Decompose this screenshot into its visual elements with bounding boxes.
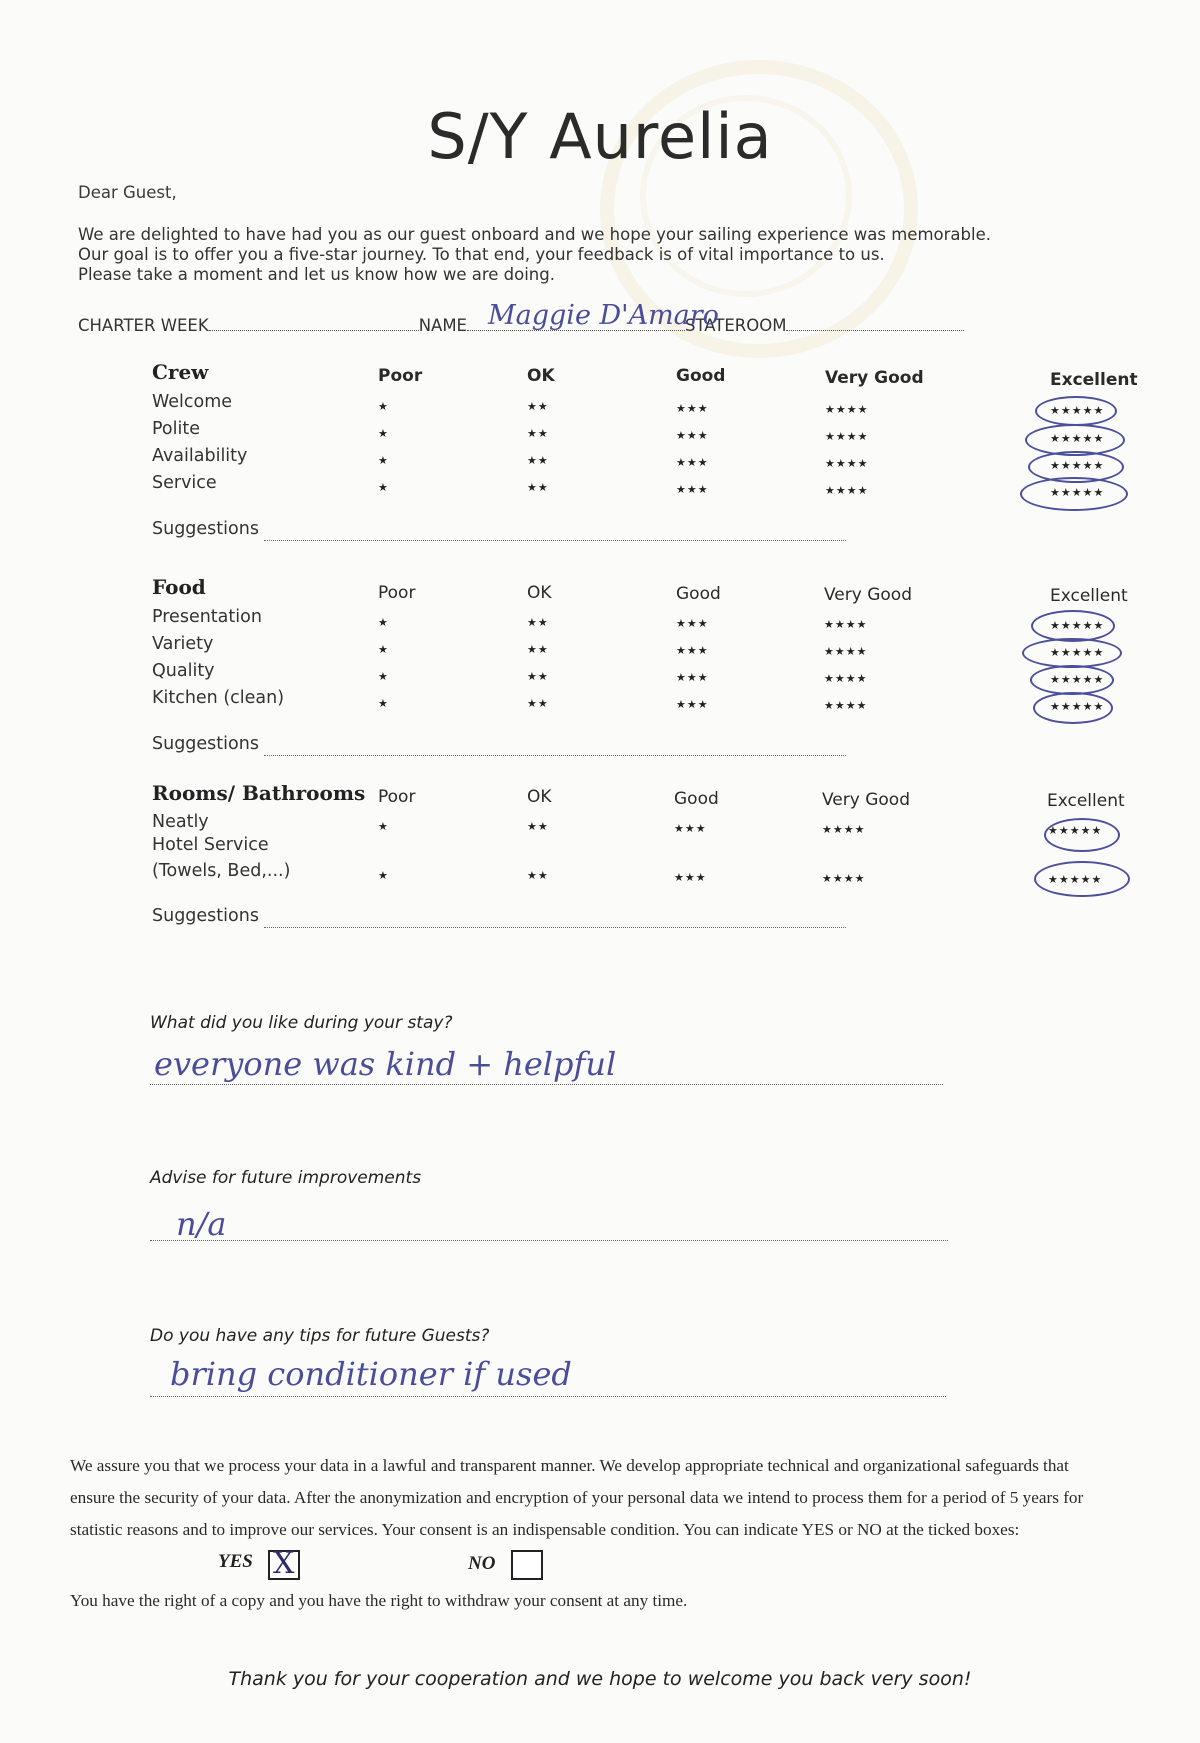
- star-1[interactable]: ★: [378, 820, 389, 833]
- star-1[interactable]: ★: [378, 400, 389, 413]
- star-2[interactable]: ★★: [527, 869, 549, 882]
- rating-circle: [1044, 818, 1120, 852]
- star-1[interactable]: ★: [378, 481, 389, 494]
- star-3[interactable]: ★★★: [674, 871, 707, 884]
- star-1[interactable]: ★: [378, 643, 389, 656]
- star-5[interactable]: ★★★★★: [1050, 700, 1105, 713]
- star-3[interactable]: ★★★: [676, 456, 709, 469]
- no-label: NO: [468, 1553, 496, 1574]
- col-very-good: Very Good: [822, 790, 910, 810]
- star-3[interactable]: ★★★: [676, 429, 709, 442]
- rating-circle: [1034, 861, 1130, 897]
- col-poor: Poor: [378, 366, 423, 386]
- item-hotel-service: Hotel Service: [152, 835, 269, 855]
- star-1[interactable]: ★: [378, 454, 389, 467]
- stateroom-label: STATEROOM: [684, 316, 787, 335]
- star-3[interactable]: ★★★: [676, 483, 709, 496]
- star-1[interactable]: ★: [378, 670, 389, 683]
- star-3[interactable]: ★★★: [674, 822, 707, 835]
- rating-circle: [1020, 477, 1128, 511]
- crew-suggestions-field[interactable]: [264, 526, 846, 541]
- star-5[interactable]: ★★★★★: [1050, 459, 1105, 472]
- star-5[interactable]: ★★★★★: [1050, 404, 1105, 417]
- consent-line: We assure you that we process your data in a lawful and transparent manner. We develop appropriate technical and organizational safeguards that: [70, 1456, 1069, 1475]
- col-ok: OK: [527, 787, 552, 807]
- yes-checkbox[interactable]: [268, 1546, 300, 1581]
- star-4[interactable]: ★★★★: [825, 484, 869, 497]
- star-4[interactable]: ★★★★: [825, 430, 869, 443]
- col-good: Good: [674, 789, 719, 809]
- intro-line: We are delighted to have had you as our guest onboard and we hope your sailing experience was memorable.: [78, 225, 991, 244]
- col-good: Good: [676, 584, 721, 604]
- closing-message: Thank you for your cooperation and we hope to welcome you back very soon!: [228, 1668, 972, 1690]
- star-3[interactable]: ★★★: [676, 698, 709, 711]
- star-5[interactable]: ★★★★★: [1048, 873, 1103, 886]
- star-4[interactable]: ★★★★: [824, 645, 868, 658]
- star-5[interactable]: ★★★★★: [1048, 824, 1103, 837]
- star-2[interactable]: ★★: [527, 427, 549, 440]
- charter-week-label: CHARTER WEEK: [78, 316, 209, 335]
- question-improvements: Advise for future improvements: [150, 1168, 422, 1188]
- star-2[interactable]: ★★: [527, 616, 549, 629]
- answer-liked-handwritten: everyone was kind + helpful: [154, 1045, 617, 1083]
- form-title: S/Y Aurelia: [427, 100, 773, 173]
- consent-paragraph: [70, 1450, 1200, 1546]
- rating-circle: [1022, 638, 1122, 668]
- question-liked: What did you like during your stay?: [150, 1013, 453, 1033]
- col-very-good: Very Good: [824, 585, 912, 605]
- star-1[interactable]: ★: [378, 616, 389, 629]
- star-3[interactable]: ★★★: [676, 671, 709, 684]
- rating-circle: [1035, 396, 1117, 426]
- stateroom-field[interactable]: [786, 316, 964, 331]
- star-5[interactable]: ★★★★★: [1050, 619, 1105, 632]
- yes-check-mark: X: [273, 1546, 295, 1581]
- rights-paragraph: [70, 1585, 1200, 1617]
- item-welcome: Welcome: [152, 392, 233, 412]
- section-title-crew: Crew: [152, 360, 209, 384]
- star-2[interactable]: ★★: [527, 454, 549, 467]
- greeting: Dear Guest,: [78, 183, 177, 202]
- star-1[interactable]: ★: [378, 697, 389, 710]
- star-4[interactable]: ★★★★: [825, 403, 869, 416]
- rating-circle: [1033, 692, 1113, 724]
- col-very-good: Very Good: [825, 368, 924, 388]
- section-title-rooms-bathrooms: Rooms/ Bathrooms: [152, 781, 366, 805]
- item-presentation: Presentation: [152, 607, 262, 627]
- name-handwritten: Maggie D'Amaro: [488, 300, 719, 331]
- section-title-food: Food: [152, 575, 206, 599]
- rooms-suggestions-label: Suggestions: [152, 906, 259, 926]
- item-polite: Polite: [152, 419, 200, 439]
- star-2[interactable]: ★★: [527, 820, 549, 833]
- item-neatly: Neatly: [152, 812, 209, 832]
- crew-suggestions-label: Suggestions: [152, 519, 259, 539]
- star-1[interactable]: ★: [378, 869, 389, 882]
- charter-week-field[interactable]: [209, 316, 419, 331]
- star-4[interactable]: ★★★★: [824, 672, 868, 685]
- star-2[interactable]: ★★: [527, 400, 549, 413]
- rating-circle: [1030, 665, 1114, 695]
- star-5[interactable]: ★★★★★: [1050, 646, 1105, 659]
- star-4[interactable]: ★★★★: [822, 872, 866, 885]
- star-2[interactable]: ★★: [527, 643, 549, 656]
- item-variety: Variety: [152, 634, 214, 654]
- col-excellent: Excellent: [1047, 791, 1125, 811]
- star-5[interactable]: ★★★★★: [1050, 432, 1105, 445]
- star-3[interactable]: ★★★: [676, 617, 709, 630]
- intro-line: Please take a moment and let us know how we are doing.: [78, 265, 555, 284]
- star-4[interactable]: ★★★★: [825, 457, 869, 470]
- no-checkbox[interactable]: [511, 1550, 543, 1580]
- item-quality: Quality: [152, 661, 215, 681]
- food-suggestions-label: Suggestions: [152, 734, 259, 754]
- star-2[interactable]: ★★: [527, 481, 549, 494]
- star-4[interactable]: ★★★★: [824, 699, 868, 712]
- rights-line: You have the right of a copy and you have the right to withdraw your consent at any time.: [70, 1591, 688, 1610]
- food-suggestions-field[interactable]: [264, 741, 846, 756]
- col-ok: OK: [527, 366, 555, 386]
- rooms-suggestions-field[interactable]: [264, 913, 846, 928]
- star-4[interactable]: ★★★★: [822, 823, 866, 836]
- consent-line: statistic reasons and to improve our services. Your consent is an indispensable condition. You can indicate YES or NO at the ticked boxes:: [70, 1520, 1020, 1539]
- col-poor: Poor: [378, 787, 416, 807]
- col-ok: OK: [527, 583, 552, 603]
- question-tips: Do you have any tips for future Guests?: [150, 1326, 490, 1346]
- star-2[interactable]: ★★: [527, 670, 549, 683]
- answer-improvements-field[interactable]: [150, 1226, 948, 1241]
- intro-line: Our goal is to offer you a five-star journey. To that end, your feedback is of vital importance to us.: [78, 245, 885, 264]
- col-good: Good: [676, 366, 726, 386]
- yes-label: YES: [218, 1551, 253, 1572]
- col-excellent: Excellent: [1050, 370, 1138, 390]
- star-2[interactable]: ★★: [527, 697, 549, 710]
- item-service: Service: [152, 473, 217, 493]
- star-1[interactable]: ★: [378, 427, 389, 440]
- intro-paragraph: [78, 225, 991, 285]
- answer-tips-handwritten: bring conditioner if used: [170, 1355, 572, 1393]
- star-3[interactable]: ★★★: [676, 402, 709, 415]
- col-poor: Poor: [378, 583, 416, 603]
- col-excellent: Excellent: [1050, 586, 1128, 606]
- star-4[interactable]: ★★★★: [824, 618, 868, 631]
- consent-line: ensure the security of your data. After the anonymization and encryption of your personal data we intend to process them for a period of 5 years for: [70, 1488, 1084, 1507]
- item-towels-bed: (Towels, Bed,...): [152, 861, 291, 881]
- item-availability: Availability: [152, 446, 248, 466]
- star-3[interactable]: ★★★: [676, 644, 709, 657]
- name-label: NAME: [418, 316, 467, 335]
- answer-improvements-handwritten: n/a: [176, 1205, 227, 1243]
- star-5[interactable]: ★★★★★: [1050, 673, 1105, 686]
- item-kitchen-clean: Kitchen (clean): [152, 688, 285, 708]
- star-5[interactable]: ★★★★★: [1050, 486, 1105, 499]
